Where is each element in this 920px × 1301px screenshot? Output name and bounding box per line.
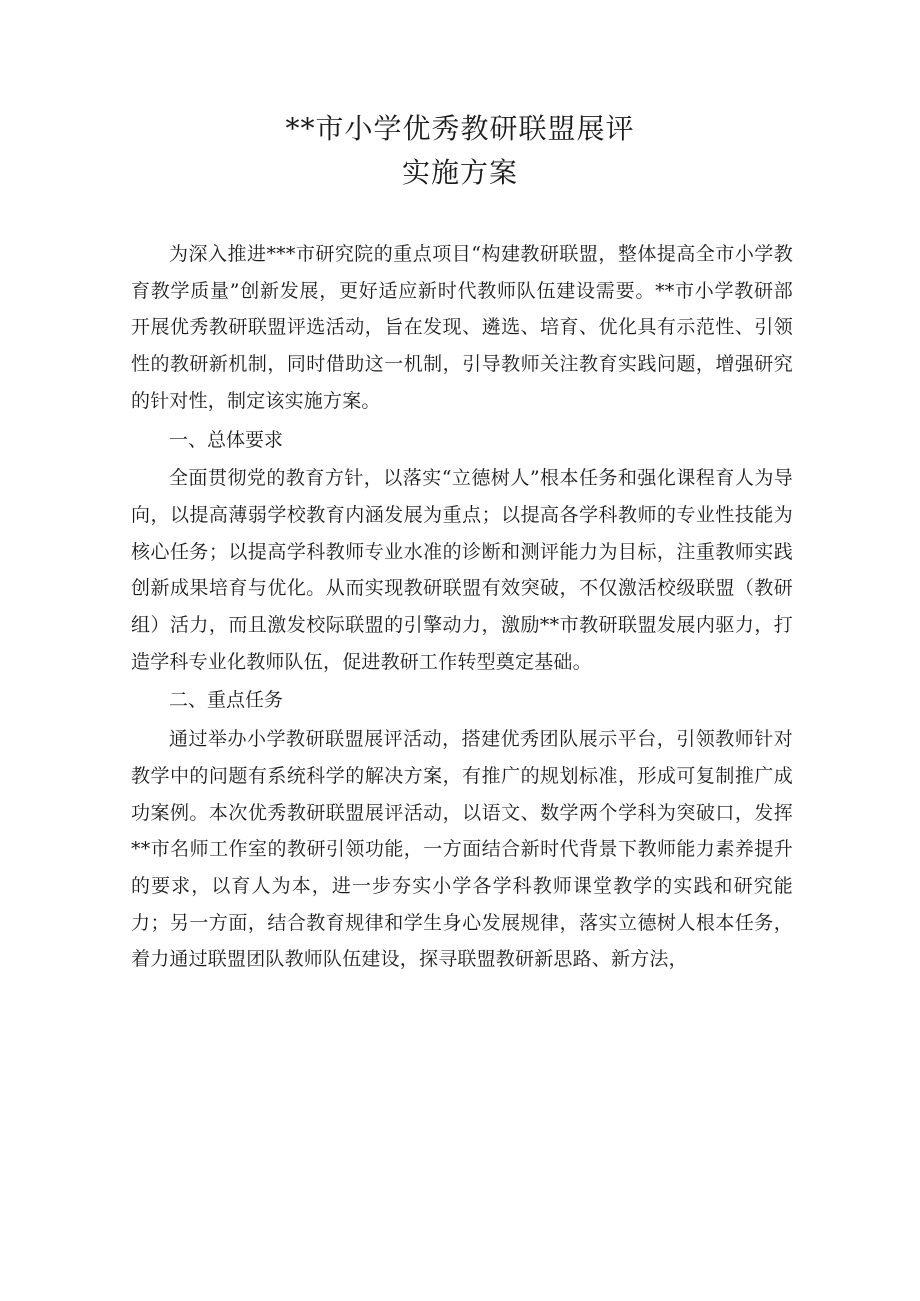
general-requirements-paragraph: 全面贯彻党的教育方针，以落实“立德树人”根本任务和强化课程育人为导向，以提高薄弱学校教育内涵发展为重点；以提高各学科教师的专业性技能为核心任务；以提高学科教师专业水准的诊断和测评能力为目标，注重教师实践创新成果培育与优化。从而实现教研联盟有效突破，不仅激活校级联盟（教研组）活力，而且激发校际联盟的引擎动力，激励**市教研联盟发展内驱力，打造学科专业化教师队伍，促进教研工作转型奠定基础。 [131, 467, 793, 673]
section-heading-general-requirements: 一、总体要求 [169, 428, 284, 451]
document-title-line2: 实施方案 [401, 156, 518, 189]
section-heading-key-tasks: 二、重点任务 [169, 689, 284, 712]
document-body [131, 236, 793, 978]
intro-paragraph: 为深入推进***市研究院的重点项目“构建教研联盟，整体提高全市小学教育教学质量”创新发展，更好适应新时代教师队伍建设需要。**市小学教研部开展优秀教研联盟评选活动，旨在发现、遴选、培育、优化具有示范性、引领性的教研新机制，同时借助这一机制，引导教师关注教育实践问题，增强研究的针对性，制定该实施方案。 [131, 243, 793, 412]
document-title-line1: **市小学优秀教研联盟展评 [285, 112, 635, 145]
key-tasks-paragraph: 通过举办小学教研联盟展评活动，搭建优秀团队展示平台，引领教师针对教学中的问题有系统科学的解决方案，有推广的规划标准，形成可复制推广成功案例。本次优秀教研联盟展评活动，以语文、数学两个学科为突破口，发挥**市名师工作室的教研引领功能，一方面结合新时代背景下教师能力素养提升的要求，以育人为本，进一步夯实小学各学科教师课堂教学的实践和研究能力；另一方面，结合教育规律和学生身心发展规律，落实立德树人根本任务，着力通过联盟团队教师队伍建设，探寻联盟教研新思路、新方法， [131, 728, 793, 971]
